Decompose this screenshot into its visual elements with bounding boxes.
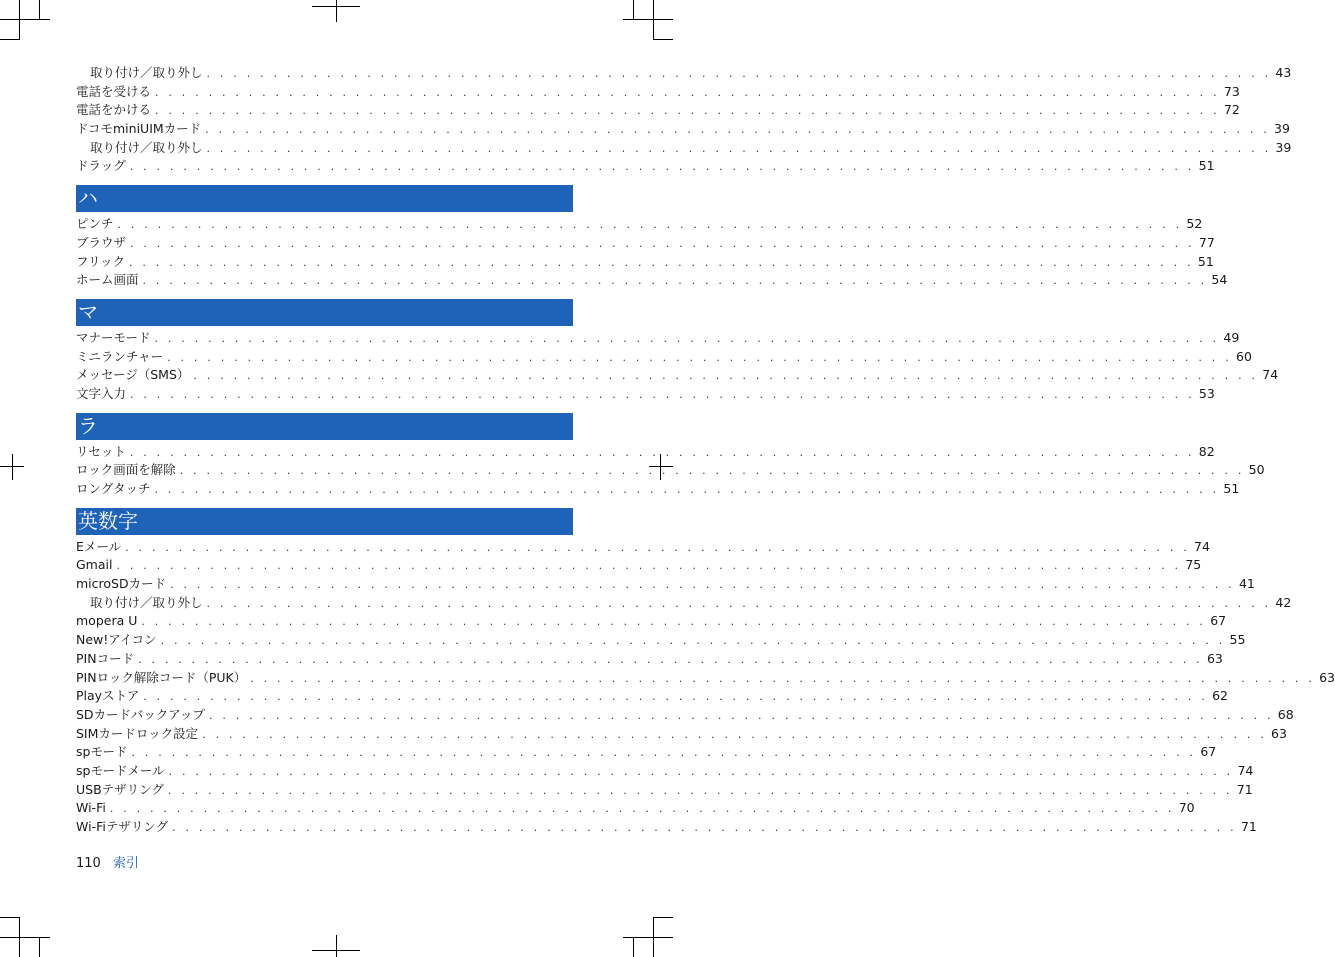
index-page-number: 55 bbox=[1229, 632, 1246, 648]
dot-leader: . . . . . . . . . . . . . . . . . . . . . . . . . . . . . . . . . . . . . . . . . . . . . . . . . . . . . . . . . . . . . . . . . . . . . . . . . . . . . . . . bbox=[167, 350, 1232, 364]
index-page-number: 82 bbox=[1198, 443, 1215, 459]
index-term: 取り付け／取り外し bbox=[90, 139, 203, 155]
index-page-number: 68 bbox=[1277, 706, 1294, 722]
index-entry[interactable] bbox=[76, 215, 1203, 234]
dot-leader: . . . . . . . . . . . . . . . . . . . . . . . . . . . . . . . . . . . . . . . . . . . . . . . . . . . . . . . . . . . . . . . . . . . . . . . . . . . . . . . . bbox=[154, 331, 1220, 345]
index-page-number: 70 bbox=[1178, 800, 1195, 816]
index-page-number: 50 bbox=[1248, 462, 1265, 478]
index-entry[interactable] bbox=[76, 157, 1215, 176]
index-term: 文字入力 bbox=[76, 385, 127, 401]
index-term: USBテザリング bbox=[76, 781, 164, 797]
index-term: 取り付け／取り外し bbox=[90, 594, 203, 610]
index-term: ドコモminiUIMカード bbox=[76, 121, 202, 137]
index-entry[interactable] bbox=[76, 799, 1195, 818]
index-entry[interactable] bbox=[76, 443, 1215, 462]
dot-leader: . . . . . . . . . . . . . . . . . . . . . . . . . . . . . . . . . . . . . . . . . . . . . . . . . . . . . . . . . . . . . . . . . . . . . . . . . . . . . . . . bbox=[129, 255, 1194, 269]
index-term: フリック bbox=[76, 253, 126, 269]
dot-leader: . . . . . . . . . . . . . . . . . . . . . . . . . . . . . . . . . . . . . . . . . . . . . . . . . . . . . . . . . . . . . . . . . . . . . . . . . . . . . . . . bbox=[131, 746, 1197, 760]
index-entry[interactable] bbox=[76, 480, 1240, 499]
index-term: ホーム画面 bbox=[76, 272, 139, 288]
index-entry[interactable] bbox=[76, 631, 1246, 650]
index-page-number: 62 bbox=[1212, 688, 1228, 704]
index-entry[interactable] bbox=[76, 538, 1210, 557]
dot-leader: . . . . . . . . . . . . . . . . . . . . . . . . . . . . . . . . . . . . . . . . . . . . . . . . . . . . . . . . . . . . . . . . . . . . . . . . . . . . . . . . bbox=[138, 652, 1203, 666]
index-entry[interactable] bbox=[76, 650, 1223, 669]
index-entry[interactable] bbox=[76, 83, 1240, 102]
index-entry[interactable] bbox=[76, 271, 1228, 290]
index-term: SDカードバックアップ bbox=[76, 706, 205, 722]
page-footer bbox=[76, 852, 139, 871]
dot-leader: . . . . . . . . . . . . . . . . . . . . . . . . . . . . . . . . . . . . . . . . . . . . . . . . . . . . . . . . . . . . . . . . . . . . . . . . . . . . . . . . bbox=[206, 67, 1272, 80]
index-content bbox=[76, 64, 1335, 837]
index-entry[interactable] bbox=[76, 139, 1292, 158]
dot-leader: . . . . . . . . . . . . . . . . . . . . . . . . . . . . . . . . . . . . . . . . . . . . . . . . . . . . . . . . . . . . . . . . . . . . . . . . . . . . . . . . bbox=[208, 708, 1274, 722]
index-page-number: 53 bbox=[1198, 385, 1215, 401]
index-entry[interactable] bbox=[76, 762, 1254, 781]
index-term: Playストア bbox=[76, 688, 140, 704]
index-page-number: 52 bbox=[1186, 216, 1203, 232]
index-term: Eメール bbox=[76, 538, 122, 554]
index-entry[interactable] bbox=[76, 366, 1279, 385]
footer-label: 索引 bbox=[112, 856, 139, 871]
index-entry[interactable] bbox=[76, 575, 1255, 594]
index-page-number: 51 bbox=[1223, 481, 1240, 496]
index-page-number: 72 bbox=[1223, 102, 1240, 118]
index-term: mopera U bbox=[76, 613, 138, 629]
index-page-number: 43 bbox=[1275, 65, 1292, 80]
index-entry[interactable] bbox=[76, 594, 1292, 613]
index-page-number: 63 bbox=[1319, 669, 1335, 685]
index-entry[interactable] bbox=[76, 687, 1228, 706]
index-entry[interactable] bbox=[76, 818, 1257, 837]
dot-leader: . . . . . . . . . . . . . . . . . . . . . . . . . . . . . . . . . . . . . . . . . . . . . . . . . . . . . . . . . . . . . . . . . . . . . . . . . . . . . . . . bbox=[155, 85, 1220, 99]
section-header: ラ bbox=[76, 413, 573, 440]
index-page-number: 74 bbox=[1237, 762, 1254, 778]
index-page-number: 41 bbox=[1238, 576, 1255, 592]
dot-leader: . . . . . . . . . . . . . . . . . . . . . . . . . . . . . . . . . . . . . . . . . . . . . . . . . . . . . . . . . . . . . . . . . . . . . . . . . . . . . . . . bbox=[206, 596, 1272, 610]
index-term: PINコード bbox=[76, 650, 135, 666]
index-entry[interactable] bbox=[76, 64, 1292, 83]
index-term: spモードメール bbox=[76, 762, 165, 778]
index-term: ロングタッチ bbox=[76, 481, 151, 496]
index-page-number: 63 bbox=[1206, 650, 1223, 666]
dot-leader: . . . . . . . . . . . . . . . . . . . . . . . . . . . . . . . . . . . . . . . . . . . . . . . . . . . . . . . . . . . . . . . . . . . . . . . . . . . . . . . . bbox=[170, 578, 1235, 592]
index-entry[interactable] bbox=[76, 612, 1227, 631]
dot-leader: . . . . . . . . . . . . . . . . . . . . . . . . . . . . . . . . . . . . . . . . . . . . . . . . . . . . . . . . . . . . . . . . . . . . . . . . . . . . . . . . bbox=[250, 671, 1315, 685]
index-page-number: 67 bbox=[1200, 744, 1217, 760]
index-entry[interactable] bbox=[76, 385, 1215, 404]
dot-leader: . . . . . . . . . . . . . . . . . . . . . . . . . . . . . . . . . . . . . . . . . . . . . . . . . . . . . . . . . . . . . . . . . . . . . . . . . . . . . . . . bbox=[179, 464, 1245, 478]
index-term: ロック画面を解除 bbox=[76, 462, 176, 478]
index-page-number: 74 bbox=[1262, 367, 1279, 383]
section-header: ハ bbox=[76, 185, 573, 212]
index-entry[interactable] bbox=[76, 253, 1214, 272]
index-term: ブラウザ bbox=[76, 234, 127, 250]
page-number: 110 bbox=[76, 856, 101, 871]
index-entry[interactable] bbox=[76, 348, 1252, 367]
index-page-number: 71 bbox=[1240, 819, 1257, 834]
index-entry[interactable] bbox=[76, 101, 1240, 120]
dot-leader: . . . . . . . . . . . . . . . . . . . . . . . . . . . . . . . . . . . . . . . . . . . . . . . . . . . . . . . . . . . . . . . . . . . . . . . . . . . . . . . . bbox=[193, 369, 1259, 383]
index-page-number: 42 bbox=[1275, 594, 1292, 610]
index-term: リセット bbox=[76, 443, 126, 459]
index-entry[interactable] bbox=[76, 706, 1294, 725]
index-entry[interactable] bbox=[76, 234, 1215, 253]
index-term: 電話をかける bbox=[76, 102, 152, 118]
dot-leader: . . . . . . . . . . . . . . . . . . . . . . . . . . . . . . . . . . . . . . . . . . . . . . . . . . . . . . . . . . . . . . . . . . . . . . . . . . . . . . . . bbox=[129, 445, 1195, 459]
section-header: 英数字 bbox=[76, 508, 573, 535]
index-entry[interactable] bbox=[76, 120, 1290, 139]
dot-leader: . . . . . . . . . . . . . . . . . . . . . . . . . . . . . . . . . . . . . . . . . . . . . . . . . . . . . . . . . . . . . . . . . . . . . . . . . . . . . . . . bbox=[130, 387, 1195, 401]
index-term: PINロック解除コード（PUK） bbox=[76, 669, 247, 685]
section-header: マ bbox=[76, 299, 573, 326]
index-page-number: 71 bbox=[1236, 781, 1253, 797]
index-page-number: 49 bbox=[1223, 329, 1240, 345]
index-entry[interactable] bbox=[76, 669, 1335, 688]
index-term: ミニランチャー bbox=[76, 348, 164, 364]
index-page-number: 60 bbox=[1236, 348, 1252, 364]
index-term: 電話を受ける bbox=[76, 83, 152, 99]
index-page-number: 51 bbox=[1198, 158, 1215, 174]
index-entry[interactable] bbox=[76, 329, 1240, 348]
dot-leader: . . . . . . . . . . . . . . . . . . . . . . . . . . . . . . . . . . . . . . . . . . . . . . . . . . . . . . . . . . . . . . . . . . . . . . . . . . . . . . . . bbox=[172, 821, 1237, 834]
dot-leader: . . . . . . . . . . . . . . . . . . . . . . . . . . . . . . . . . . . . . . . . . . . . . . . . . . . . . . . . . . . . . . . . . . . . . . . . . . . . . . . . bbox=[117, 218, 1183, 232]
index-entry[interactable] bbox=[76, 781, 1253, 800]
index-term: マナーモード bbox=[76, 329, 151, 345]
index-page-number: 51 bbox=[1197, 253, 1214, 269]
index-page-number: 77 bbox=[1198, 234, 1215, 250]
index-term: メッセージ（SMS） bbox=[76, 367, 190, 383]
index-term: ドラッグ bbox=[76, 158, 126, 174]
index-page-number: 75 bbox=[1185, 557, 1202, 573]
dot-leader: . . . . . . . . . . . . . . . . . . . . . . . . . . . . . . . . . . . . . . . . . . . . . . . . . . . . . . . . . . . . . . . . . . . . . . . . . . . . . . . . bbox=[167, 783, 1233, 797]
index-term: Wi-Fi bbox=[76, 800, 106, 816]
dot-leader: . . . . . . . . . . . . . . . . . . . . . . . . . . . . . . . . . . . . . . . . . . . . . . . . . . . . . . . . . . . . . . . . . . . . . . . . . . . . . . . . bbox=[154, 483, 1220, 496]
dot-leader: . . . . . . . . . . . . . . . . . . . . . . . . . . . . . . . . . . . . . . . . . . . . . . . . . . . . . . . . . . . . . . . . . . . . . . . . . . . . . . . . bbox=[202, 727, 1267, 741]
dot-leader: . . . . . . . . . . . . . . . . . . . . . . . . . . . . . . . . . . . . . . . . . . . . . . . . . . . . . . . . . . . . . . . . . . . . . . . . . . . . . . . . bbox=[109, 802, 1175, 816]
dot-leader: . . . . . . . . . . . . . . . . . . . . . . . . . . . . . . . . . . . . . . . . . . . . . . . . . . . . . . . . . . . . . . . . . . . . . . . . . . . . . . . . bbox=[116, 559, 1182, 573]
index-entry[interactable] bbox=[76, 556, 1202, 575]
index-page-number: 63 bbox=[1271, 725, 1287, 741]
index-term: spモード bbox=[76, 744, 128, 760]
dot-leader: . . . . . . . . . . . . . . . . . . . . . . . . . . . . . . . . . . . . . . . . . . . . . . . . . . . . . . . . . . . . . . . . . . . . . . . . . . . . . . . . bbox=[160, 634, 1226, 648]
index-page-number: 39 bbox=[1274, 121, 1290, 137]
index-term: Gmail bbox=[76, 557, 113, 573]
dot-leader: . . . . . . . . . . . . . . . . . . . . . . . . . . . . . . . . . . . . . . . . . . . . . . . . . . . . . . . . . . . . . . . . . . . . . . . . . . . . . . . . bbox=[125, 540, 1190, 554]
index-page-number: 67 bbox=[1210, 613, 1227, 629]
index-term: 取り付け／取り外し bbox=[90, 65, 203, 80]
index-page-number: 39 bbox=[1275, 139, 1292, 155]
index-entry[interactable] bbox=[76, 461, 1265, 480]
index-page-number: 73 bbox=[1223, 83, 1240, 99]
dot-leader: . . . . . . . . . . . . . . . . . . . . . . . . . . . . . . . . . . . . . . . . . . . . . . . . . . . . . . . . . . . . . . . . . . . . . . . . . . . . . . . . bbox=[141, 615, 1207, 629]
dot-leader: . . . . . . . . . . . . . . . . . . . . . . . . . . . . . . . . . . . . . . . . . . . . . . . . . . . . . . . . . . . . . . . . . . . . . . . . . . . . . . . . bbox=[206, 141, 1272, 155]
dot-leader: . . . . . . . . . . . . . . . . . . . . . . . . . . . . . . . . . . . . . . . . . . . . . . . . . . . . . . . . . . . . . . . . . . . . . . . . . . . . . . . . bbox=[142, 274, 1208, 288]
dot-leader: . . . . . . . . . . . . . . . . . . . . . . . . . . . . . . . . . . . . . . . . . . . . . . . . . . . . . . . . . . . . . . . . . . . . . . . . . . . . . . . . bbox=[155, 104, 1220, 118]
index-term: New!アイコン bbox=[76, 632, 157, 648]
index-page-number: 54 bbox=[1211, 272, 1228, 288]
dot-leader: . . . . . . . . . . . . . . . . . . . . . . . . . . . . . . . . . . . . . . . . . . . . . . . . . . . . . . . . . . . . . . . . . . . . . . . . . . . . . . . . bbox=[205, 123, 1270, 137]
dot-leader: . . . . . . . . . . . . . . . . . . . . . . . . . . . . . . . . . . . . . . . . . . . . . . . . . . . . . . . . . . . . . . . . . . . . . . . . . . . . . . . . bbox=[168, 764, 1234, 778]
index-entry[interactable] bbox=[76, 725, 1287, 744]
index-term: ピンチ bbox=[76, 216, 114, 232]
dot-leader: . . . . . . . . . . . . . . . . . . . . . . . . . . . . . . . . . . . . . . . . . . . . . . . . . . . . . . . . . . . . . . . . . . . . . . . . . . . . . . . . bbox=[143, 690, 1208, 704]
index-term: microSDカード bbox=[76, 576, 167, 592]
dot-leader: . . . . . . . . . . . . . . . . . . . . . . . . . . . . . . . . . . . . . . . . . . . . . . . . . . . . . . . . . . . . . . . . . . . . . . . . . . . . . . . . bbox=[129, 160, 1195, 174]
index-page-number: 74 bbox=[1194, 538, 1210, 554]
index-term: Wi-Fiテザリング bbox=[76, 819, 169, 834]
index-entry[interactable] bbox=[76, 743, 1217, 762]
index-term: SIMカードロック設定 bbox=[76, 725, 199, 741]
dot-leader: . . . . . . . . . . . . . . . . . . . . . . . . . . . . . . . . . . . . . . . . . . . . . . . . . . . . . . . . . . . . . . . . . . . . . . . . . . . . . . . . bbox=[130, 236, 1195, 250]
